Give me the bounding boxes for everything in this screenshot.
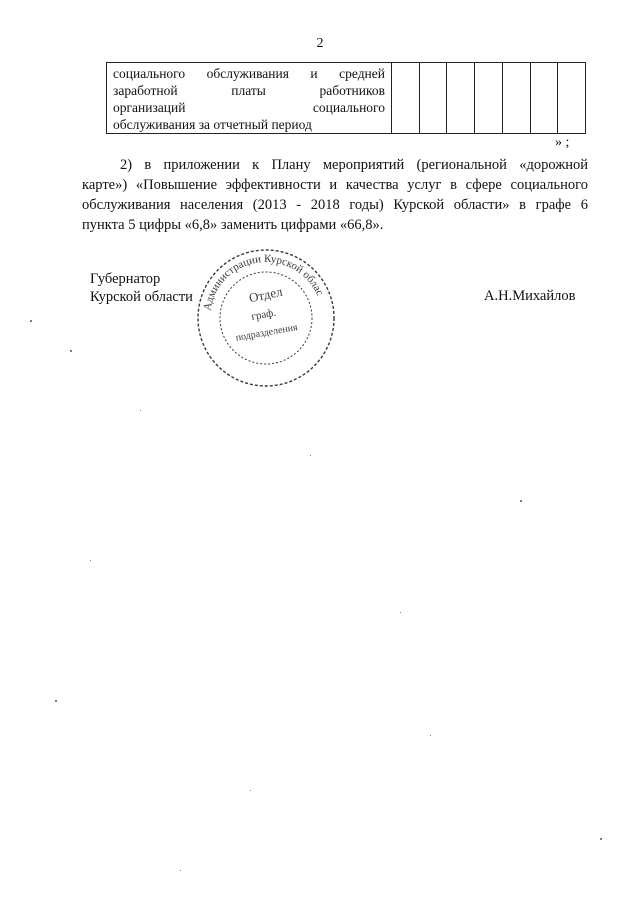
signatory-title-line: Курской области (90, 289, 193, 305)
scan-speckle (250, 790, 251, 791)
table-cell-empty (447, 63, 475, 134)
scan-speckle (400, 612, 401, 613)
official-seal-stamp (192, 244, 340, 392)
table-line: заработной платы работников (113, 83, 385, 98)
table-cell-empty (558, 63, 586, 134)
signatory-name: А.Н.Михайлов (484, 288, 576, 304)
scan-speckle (520, 500, 522, 502)
table-row (107, 63, 586, 134)
scan-speckle (310, 455, 311, 456)
table-cell-empty (475, 63, 503, 134)
document-table (106, 62, 586, 134)
table-line: обслуживания за отчетный период (113, 117, 312, 132)
scan-speckle (430, 735, 431, 736)
paragraph-line: пункта 5 цифры «6,8» заменить цифрами «66,8». (82, 217, 384, 233)
stamp-ring-text: Администрации Курской облас (201, 252, 326, 312)
scan-speckle (600, 838, 602, 840)
scan-speckle (55, 700, 57, 702)
table-line: социального обслуживания и средней (113, 66, 385, 81)
page-number: 2 (316, 36, 324, 51)
paragraph-line: карте») «Повышение эффективности и качества услуг в сфере социального (82, 177, 588, 193)
table-cell-empty (392, 63, 420, 134)
scan-speckle (90, 560, 91, 561)
amendment-paragraph (82, 155, 588, 235)
scan-speckle (30, 320, 32, 322)
signatory-title-line: Губернатор (90, 271, 161, 287)
stamp-center-text: Отдел (247, 283, 284, 306)
closing-quote: » ; (555, 135, 570, 150)
table-cell-empty (502, 63, 530, 134)
scan-speckle (180, 870, 181, 871)
paragraph-line: обслуживания населения (2013 - 2018 годы) Курской области» в графе 6 (82, 197, 588, 213)
table-line: организаций социального (113, 100, 385, 115)
table-cell-description (107, 63, 392, 134)
scan-speckle (70, 350, 72, 352)
stamp-center-text: подразделения (234, 322, 299, 344)
scan-speckle (140, 410, 141, 411)
signatory-title (90, 270, 193, 306)
table-cell-empty (419, 63, 447, 134)
paragraph-line: 2) в приложении к Плану мероприятий (региональной «дорожной (120, 157, 588, 173)
stamp-center-text: граф. (250, 306, 277, 323)
table-cell-empty (530, 63, 558, 134)
